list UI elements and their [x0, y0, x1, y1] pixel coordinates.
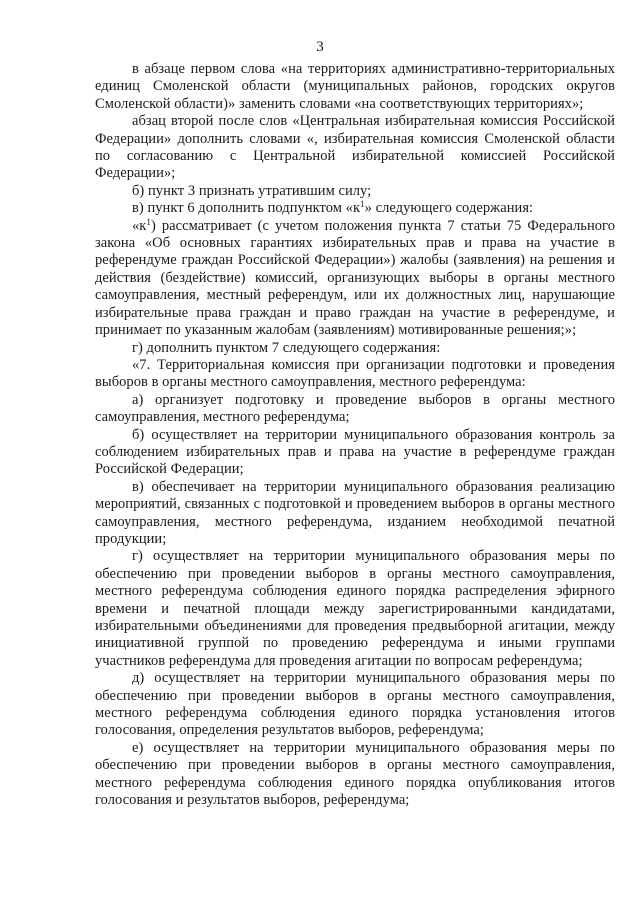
- paragraph: «$к^1$) рассматривает (с учетом положения пункта 7 статьи 75 Федерального закона «Об основных гарантиях избирательных прав и права на участие в референдуме граждан Российской Федерации») жалобы (заявления) на решения и действия (бездействие) комиссий, организующих выборы в органы местного самоуправления, местный референдум, или их должностных лиц, нарушающие избирательные права граждан и право граждан на участие в референдуме, и принимает по указанным жалобам (заявлениям) мотивированные решения;»;: [95, 216, 615, 339]
- paragraph: г) осуществляет на территории муниципального образования меры по обеспечению при проведении выборов в органы местного самоуправления, местного референдума соблюдения единого порядка распределения эфирного времени и печатной площади между зарегистрированными кандидатами, избирательными объединениями для проведения предвыборной агитации, между инициативной группой по проведению референдума и иными группами участников референдума для проведения агитации по вопросам референдума;: [95, 548, 615, 669]
- paragraph: в) обеспечивает на территории муниципального образования реализацию мероприятий, связанных с подготовкой и проведением выборов в органы местного самоуправления, местного референдума, изданием необходимой печатной продукции;: [95, 478, 615, 547]
- paragraph: г) дополнить пунктом 7 следующего содержания:: [132, 339, 441, 356]
- paragraph: в абзаце первом слова «на территориях административно-территориальных единиц Смоленской области (муниципальных районов, городских округов Смоленской области)» заменить словами «на соответствующих территориях»;: [95, 61, 615, 112]
- document-body: [95, 61, 615, 809]
- paragraph: б) осуществляет на территории муниципального образования контроль за соблюдением избирательных прав и права на участие в референдуме граждан Российской Федерации;: [95, 426, 615, 478]
- paragraph: д) осуществляет на территории муниципального образования меры по обеспечению при проведении выборов в органы местного самоуправления, местного референдума соблюдения единого порядка установления итогов голосования, определения результатов выборов, референдума;: [95, 670, 615, 739]
- page-number: 3: [316, 39, 324, 55]
- paragraph: абзац второй после слов «Центральная избирательная комиссия Российской Федерации» дополнить словами «, избирательная комиссия Смоленской области по согласованию с Центральной избирательной комиссией Российской Федерации»;: [95, 113, 615, 182]
- paragraph: а) организует подготовку и проведение выборов в органы местного самоуправления, местного референдума;: [95, 391, 615, 426]
- paragraph: е) осуществляет на территории муниципального образования меры по обеспечению при проведении выборов в органы местного самоуправления, местного референдума соблюдения единого порядка опубликования итогов голосования и результатов выборов, референдума;: [95, 739, 615, 809]
- paragraph: б) пункт 3 признать утратившим силу;: [132, 182, 372, 199]
- paragraph: «7. Территориальная комиссия при организации подготовки и проведения выборов в органы местного самоуправления, местного референдума:: [95, 356, 615, 391]
- paragraph: в) пункт 6 дополнить подпунктом «$к^1$» следующего содержания:: [132, 199, 534, 217]
